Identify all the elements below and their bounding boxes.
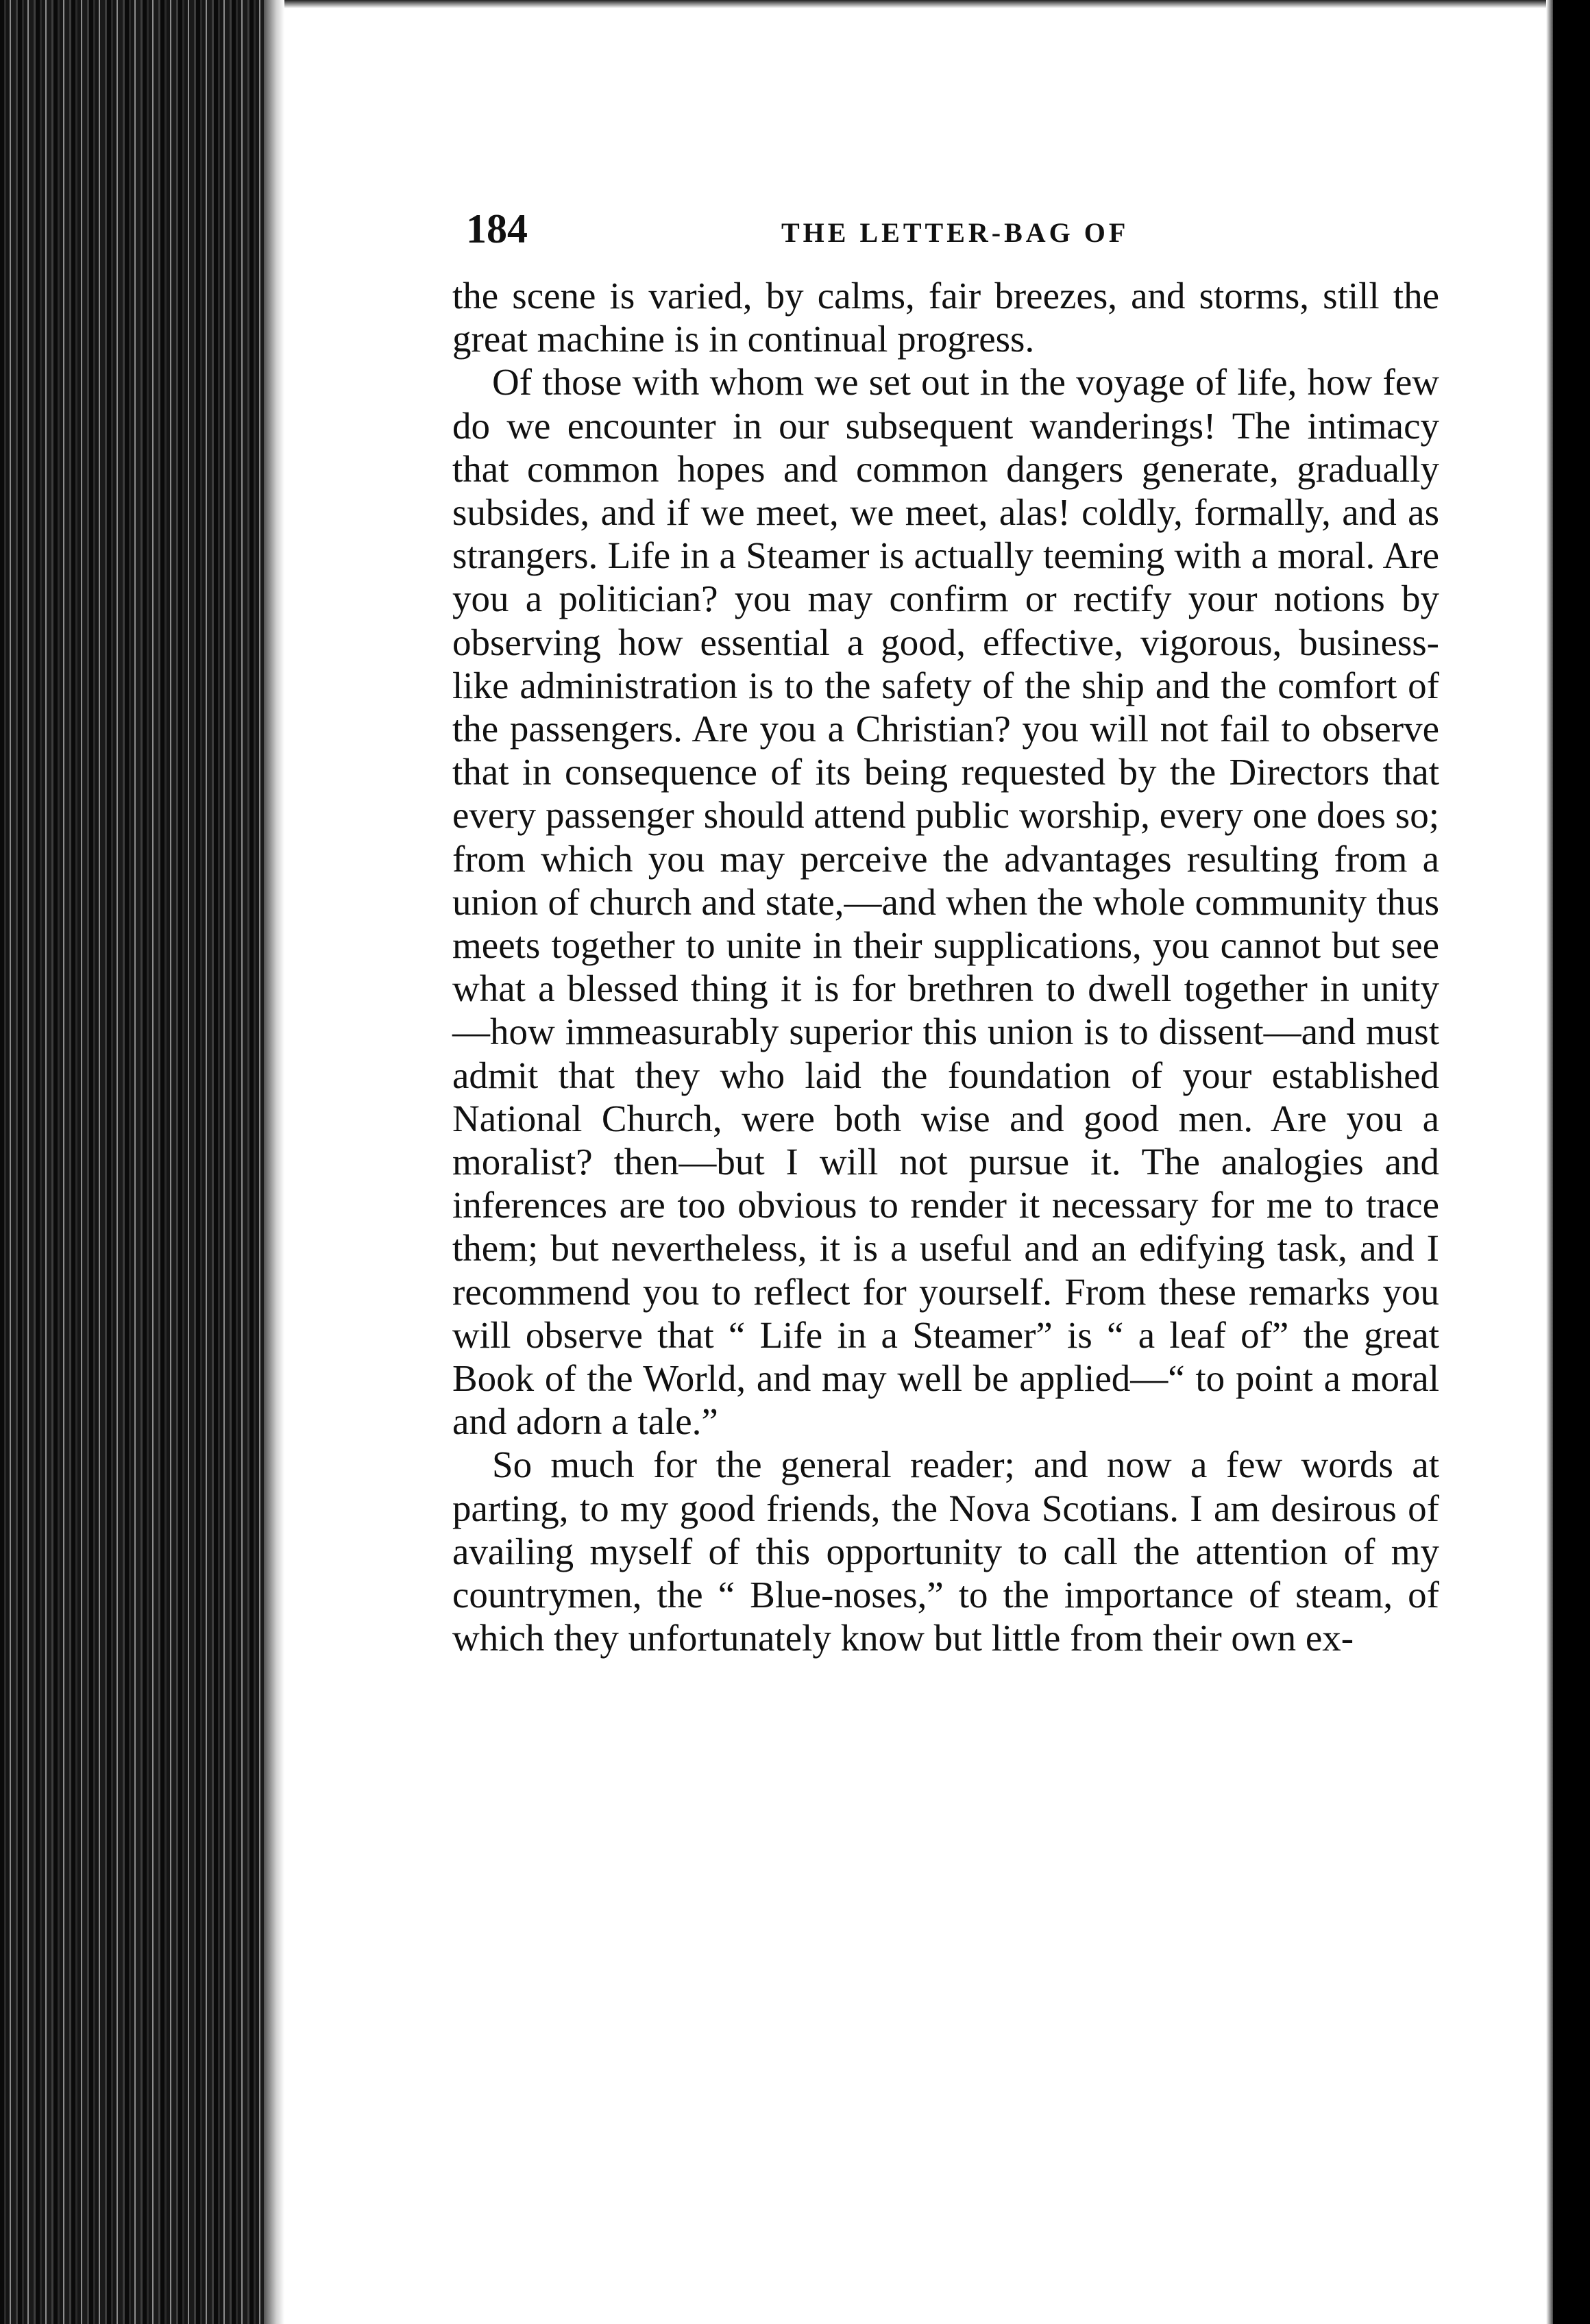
paragraph: Of those with whom we set out in the voyage of life, how few do we encounter in our subsequent wanderings! The intimacy that common hopes and common dangers generate, gradually subsides, and if we meet, we meet, alas! coldly, formally, and as strangers. Life in a Steamer is actually teeming with a moral. Are you a politician? you may confirm or rectify your notions by observing how essential a good, effective, vigorous, business-like administration is to the safety of the ship and the comfort of the passengers. Are you a Christian? you will not fail to observe that in consequence of its being requested by the Directors that every passenger should attend public worship, every one does so; from which you may perceive the advantages resulting from a union of church and state,—and when the whole community thus meets together to unite in their supplications, you cannot but see what a blessed thing it is for brethren to dwell together in unity—how immeasurably superior this union is to dissent—and must admit that they who laid the foundation of your established National Church, were both wise and good men. Are you a moralist? then—but I will not pursue it. The analogies and inferences are too obvious to render it necessary for me to trace them; but nevertheless, it is a useful and an edifying task, and I recommend you to reflect for yourself. From these remarks you will observe that “ Life in a Steamer” is “ a leaf of” the great Book of the World, and may well be applied—“ to point a moral and adorn a tale.” [452,361,1439,1443]
paragraph: the scene is varied, by calms, fair breezes, and storms, still the great machine is in continual progress. [452,275,1439,360]
page-header [466,206,1439,267]
page-number: 184 [466,206,528,251]
running-head: THE LETTER-BAG OF [781,217,1129,248]
book-page-edge [0,0,284,2324]
body-text [452,274,1439,1660]
scan-top-shadow [284,0,1550,8]
paragraph: So much for the general reader; and now a few words at parting, to my good friends, the Nova Scotians. I am desirous of availing myself of this opportunity to call the attention of my countrymen, the “ Blue-noses,” to the importance of steam, of which they unfortunately know but little from their own ex- [452,1444,1439,1659]
scan-right-border [1550,0,1590,2324]
